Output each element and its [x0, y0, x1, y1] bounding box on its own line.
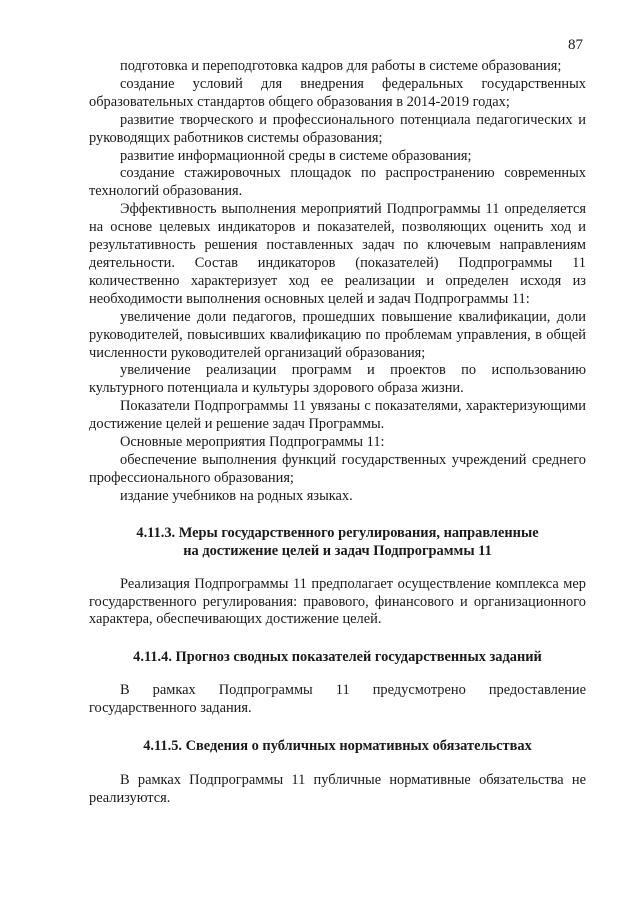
- page-body: [89, 58, 586, 808]
- list-item-creative-potential: развитие творческого и профессионального потенциала педагогических и руководящих работников системы образования;: [89, 111, 586, 146]
- list-item-internship-sites: создание стажировочных площадок по распространению современных технологий образования.: [89, 165, 586, 200]
- section-4-11-3-text: Реализация Подпрограммы 11 предполагает осуществление комплекса мер государственного регулирования: правового, финансового и организационного характера, обеспечивающих достижение целей.: [89, 575, 586, 628]
- list-item-information-environment: развитие информационной среды в системе образования;: [120, 147, 472, 164]
- indicators-link-paragraph: Показатели Подпрограммы 11 увязаны с показателями, характеризующими достижение целей и решение задач Программы.: [89, 398, 586, 433]
- indicator-item-qualification: увеличение доли педагогов, прошедших повышение квалификации, доли руководителей, повысивших квалификацию по проблемам управления, в общей численности руководителей организаций образования;: [89, 308, 586, 361]
- section-heading-4-11-3-line2: на достижение целей и задач Подпрограммы 11: [183, 542, 492, 559]
- activity-item-textbooks: издание учебников на родных языках.: [120, 487, 353, 504]
- list-item-fgos-conditions: создание условий для внедрения федеральных государственных образовательных стандартов общего образования в 2014-2019 годах;: [89, 75, 586, 110]
- section-heading-4-11-3: [89, 524, 586, 560]
- indicator-item-cultural-programs: увеличение реализации программ и проектов по использованию культурного потенциала и культуры здорового образа жизни.: [89, 362, 586, 397]
- section-heading-4-11-3-line1: 4.11.3. Меры государственного регулирования, направленные: [136, 524, 539, 541]
- section-heading-4-11-5: 4.11.5. Сведения о публичных нормативных обязательствах: [143, 738, 532, 755]
- activity-item-state-institutions: обеспечение выполнения функций государственных учреждений среднего профессионального образования;: [89, 451, 586, 486]
- page-number: 87: [568, 37, 583, 53]
- section-heading-4-11-4: 4.11.4. Прогноз сводных показателей государственных заданий: [133, 649, 542, 666]
- main-activities-intro: Основные мероприятия Подпрограммы 11:: [120, 434, 385, 451]
- list-item-training: подготовка и переподготовка кадров для работы в системе образования;: [120, 58, 562, 74]
- section-4-11-4-text: В рамках Подпрограммы 11 предусмотрено предоставление государственного задания.: [89, 682, 586, 717]
- section-4-11-5-text: В рамках Подпрограммы 11 публичные нормативные обязательства не реализуются.: [89, 772, 586, 807]
- effectiveness-paragraph: Эффективность выполнения мероприятий Подпрограммы 11 определяется на основе целевых индикаторов и показателей, позволяющих оценить ход и результативность решения поставленных задач по ключевым направлениям деятельности. Состав индикаторов (показателей) Подпрограммы 11 количественно характеризует ход ее реализации и определен исходя из необходимости выполнения основных целей и задач Подпрограммы 11:: [89, 201, 586, 307]
